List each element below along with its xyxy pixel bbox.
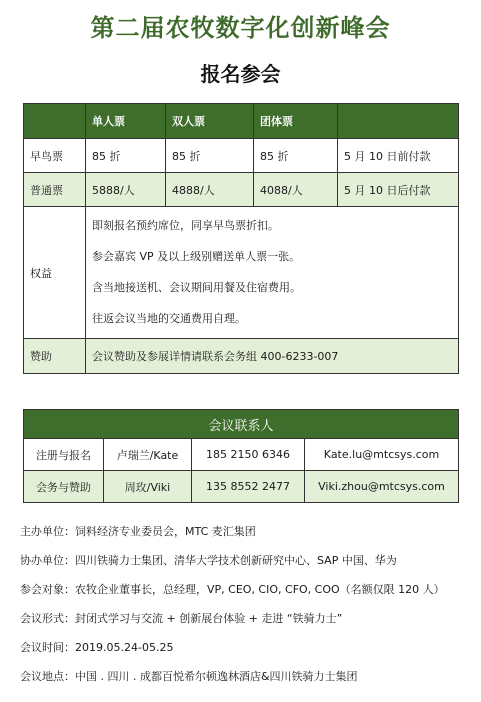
benefit-item: 即刻报名预约席位，同享早鸟票折扣。 — [92, 219, 279, 232]
page-title: 第二届农牧数字化创新峰会 — [90, 14, 391, 42]
info-audience: 参会对象：农牧企业董事长，总经理，VP, CEO, CIO, CFO, COO（名额仅限 120 人） — [20, 583, 445, 596]
table-row — [24, 139, 459, 173]
table-row — [24, 207, 459, 339]
info-location: 会议地点：中国 . 四川 . 成都百悦希尔顿逸林酒店&四川铁骑力士集团 — [20, 670, 358, 683]
sponsor-text: 会议赞助及参展详情请联系会务组 400-6233-007 — [86, 339, 459, 374]
price-cell: 85 折 — [166, 139, 254, 173]
contact-phone: 135 8552 2477 — [192, 471, 305, 503]
contact-role: 会务与赞助 — [24, 471, 104, 503]
row-label: 赞助 — [24, 339, 86, 374]
price-cell: 4888/人 — [166, 173, 254, 207]
benefit-item: 含当地接送机、会议期间用餐及住宿费用。 — [92, 281, 301, 294]
header-single-ticket: 单人票 — [86, 104, 166, 139]
contacts-table — [23, 409, 459, 503]
contact-email: Kate.lu@mtcsys.com — [305, 439, 459, 471]
header-cell-empty — [24, 104, 86, 139]
info-time: 会议时间：2019.05.24-05.25 — [20, 641, 174, 654]
table-row — [24, 173, 459, 207]
page-subtitle: 报名参会 — [200, 62, 281, 86]
contacts-header-row — [24, 410, 459, 439]
contact-name: 周玫/Viki — [104, 471, 192, 503]
payment-note: 5 月 10 日前付款 — [338, 139, 459, 173]
header-group-ticket: 团体票 — [254, 104, 338, 139]
info-organizer: 主办单位：饲料经济专业委员会，MTC 麦汇集团 — [20, 525, 256, 538]
payment-note: 5 月 10 日后付款 — [338, 173, 459, 207]
header-double-ticket: 双人票 — [166, 104, 254, 139]
row-label: 权益 — [24, 207, 86, 339]
pricing-header-row — [24, 104, 459, 139]
price-cell: 85 折 — [254, 139, 338, 173]
table-row — [24, 339, 459, 374]
row-label: 早鸟票 — [24, 139, 86, 173]
info-format: 会议形式：封闭式学习与交流 + 创新展台体验 + 走进 “铁骑力士” — [20, 612, 343, 625]
pricing-table — [23, 103, 459, 374]
price-cell: 85 折 — [86, 139, 166, 173]
header-cell-note — [338, 104, 459, 139]
price-cell: 4088/人 — [254, 173, 338, 207]
contact-email: Viki.zhou@mtcsys.com — [305, 471, 459, 503]
table-row — [24, 439, 459, 471]
table-row — [24, 471, 459, 503]
benefits-list — [86, 207, 459, 339]
contact-name: 卢瑞兰/Kate — [104, 439, 192, 471]
contact-phone: 185 2150 6346 — [192, 439, 305, 471]
row-label: 普通票 — [24, 173, 86, 207]
info-co-organizer: 协办单位：四川铁骑力士集团、清华大学技术创新研究中心、SAP 中国、华为 — [20, 554, 397, 567]
contacts-title: 会议联系人 — [24, 410, 459, 439]
event-info — [20, 522, 460, 696]
benefit-item: 往返会议当地的交通费用自理。 — [92, 312, 246, 325]
price-cell: 5888/人 — [86, 173, 166, 207]
benefit-item: 参会嘉宾 VP 及以上级别赠送单人票一张。 — [92, 250, 301, 263]
contact-role: 注册与报名 — [24, 439, 104, 471]
